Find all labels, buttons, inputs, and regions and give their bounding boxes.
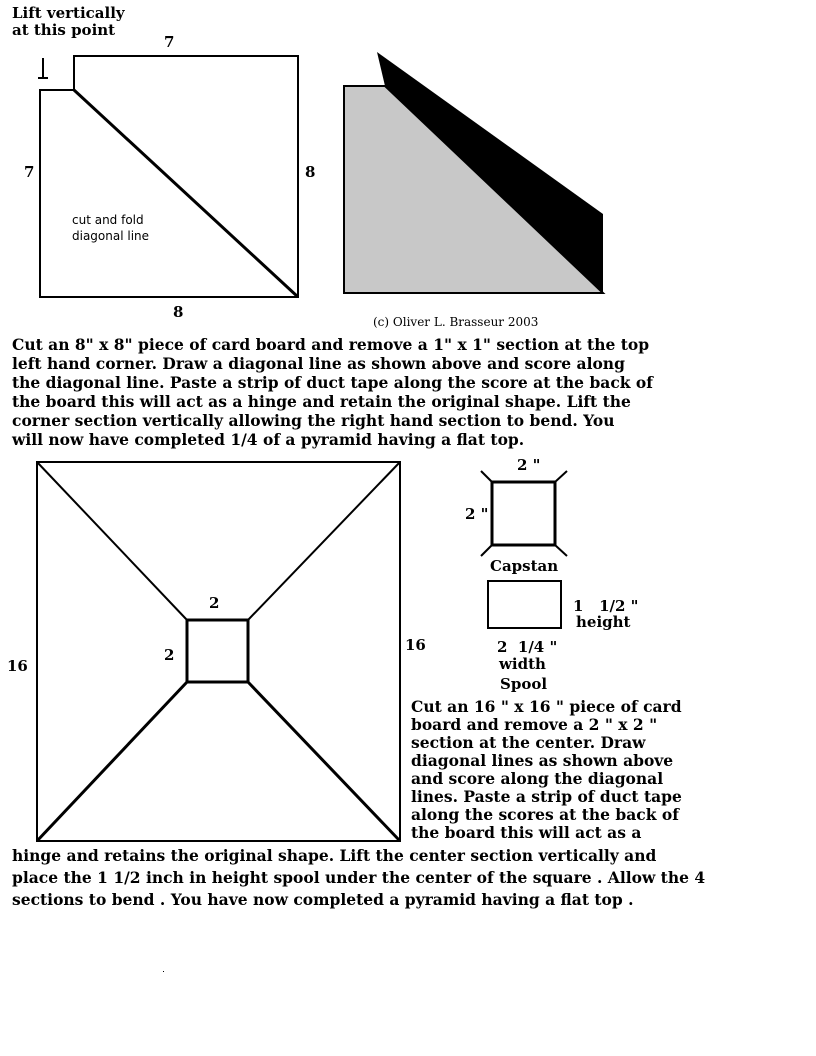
center-top-dimension: 2 — [209, 594, 220, 612]
spool-width-label: width — [499, 655, 546, 673]
lift-label — [12, 5, 125, 39]
paragraph2-continued-line: sections to bend . You have now completed a pyramid having a flat top . — [12, 890, 634, 909]
spool-width-value: 2 1/4 " — [497, 638, 558, 656]
paragraph1-line: Cut an 8" x 8" piece of card board and remove a 1" x 1" section at the top — [12, 335, 650, 354]
paragraph2-line: board and remove a 2 " x 2 " — [411, 715, 658, 734]
copyright-text: (c) Oliver L. Brasseur 2003 — [373, 315, 539, 329]
lift-label-line-1: Lift vertically — [12, 4, 125, 22]
spool-height-label: height — [576, 613, 631, 631]
paragraph2-line: and score along the diagonal — [411, 769, 664, 788]
paragraph1-line: left hand corner. Draw a diagonal line as shown above and score along — [12, 354, 625, 373]
paragraph1-line: will now have completed 1/4 of a pyramid having a flat top. — [12, 430, 525, 449]
lift-label-line-2: at this point — [12, 21, 116, 39]
speck — [163, 971, 164, 972]
center-square — [187, 620, 248, 682]
paragraph2-line: Cut an 16 " x 16 " piece of card — [411, 697, 682, 716]
fig2-right-dimension: 16 — [405, 636, 426, 654]
paragraph1-line: corner section vertically allowing the right hand section to bend. You — [12, 411, 615, 430]
instructions-paragraph-1 — [12, 335, 653, 449]
fig1-top-dimension: 7 — [164, 33, 175, 51]
fold-note-line-2: diagonal line — [72, 229, 150, 243]
center-left-dimension: 2 — [164, 646, 175, 664]
diagonal-bottom-right — [248, 682, 400, 841]
paragraph2-continued-line: place the 1 1/2 inch in height spool under the center of the square . Allow the 4 — [12, 868, 706, 887]
capstan-top-dimension: 2 " — [517, 456, 541, 474]
lift-arrow — [38, 58, 48, 78]
capstan-left-dimension: 2 " — [465, 505, 489, 523]
fig2-left-dimension: 16 — [7, 657, 28, 675]
paragraph2-line: the board this will act as a — [411, 823, 642, 842]
paragraph2-line: lines. Paste a strip of duct tape — [411, 787, 682, 806]
fold-note — [72, 212, 149, 244]
paragraph1-line: the board this will act as a hinge and retain the original shape. Lift the — [12, 392, 631, 411]
diagonal-top-right — [248, 462, 400, 620]
figure1-board — [40, 56, 298, 297]
spool-shape — [488, 581, 561, 628]
instructions-paragraph-2 — [411, 698, 682, 842]
fold-diagonal-line — [74, 90, 298, 297]
figure1-folded-view — [344, 52, 603, 293]
diagonal-top-left — [37, 462, 187, 620]
figure2-board — [37, 462, 400, 841]
capstan-shape — [481, 471, 567, 556]
diagonal-bottom-left — [37, 682, 187, 841]
instructions-paragraph-2-continued — [12, 845, 705, 911]
capstan-label: Capstan — [490, 557, 559, 575]
fig1-left-dimension: 7 — [24, 163, 35, 181]
paragraph2-continued-line: hinge and retains the original shape. Lift the center section vertically and — [12, 846, 657, 865]
paragraph1-line: the diagonal line. Paste a strip of duct tape along the score at the back of — [12, 373, 653, 392]
paragraph2-line: diagonal lines as shown above — [411, 751, 674, 770]
fig1-right-dimension: 8 — [305, 163, 316, 181]
spool-height-value: 1 1/2 " — [573, 597, 639, 615]
paragraph2-line: section at the center. Draw — [411, 733, 646, 752]
spool-label: Spool — [500, 675, 548, 693]
paragraph2-line: along the scores at the back of — [411, 805, 679, 824]
fig1-bottom-dimension: 8 — [173, 303, 184, 321]
fold-note-line-1: cut and fold — [72, 213, 144, 227]
